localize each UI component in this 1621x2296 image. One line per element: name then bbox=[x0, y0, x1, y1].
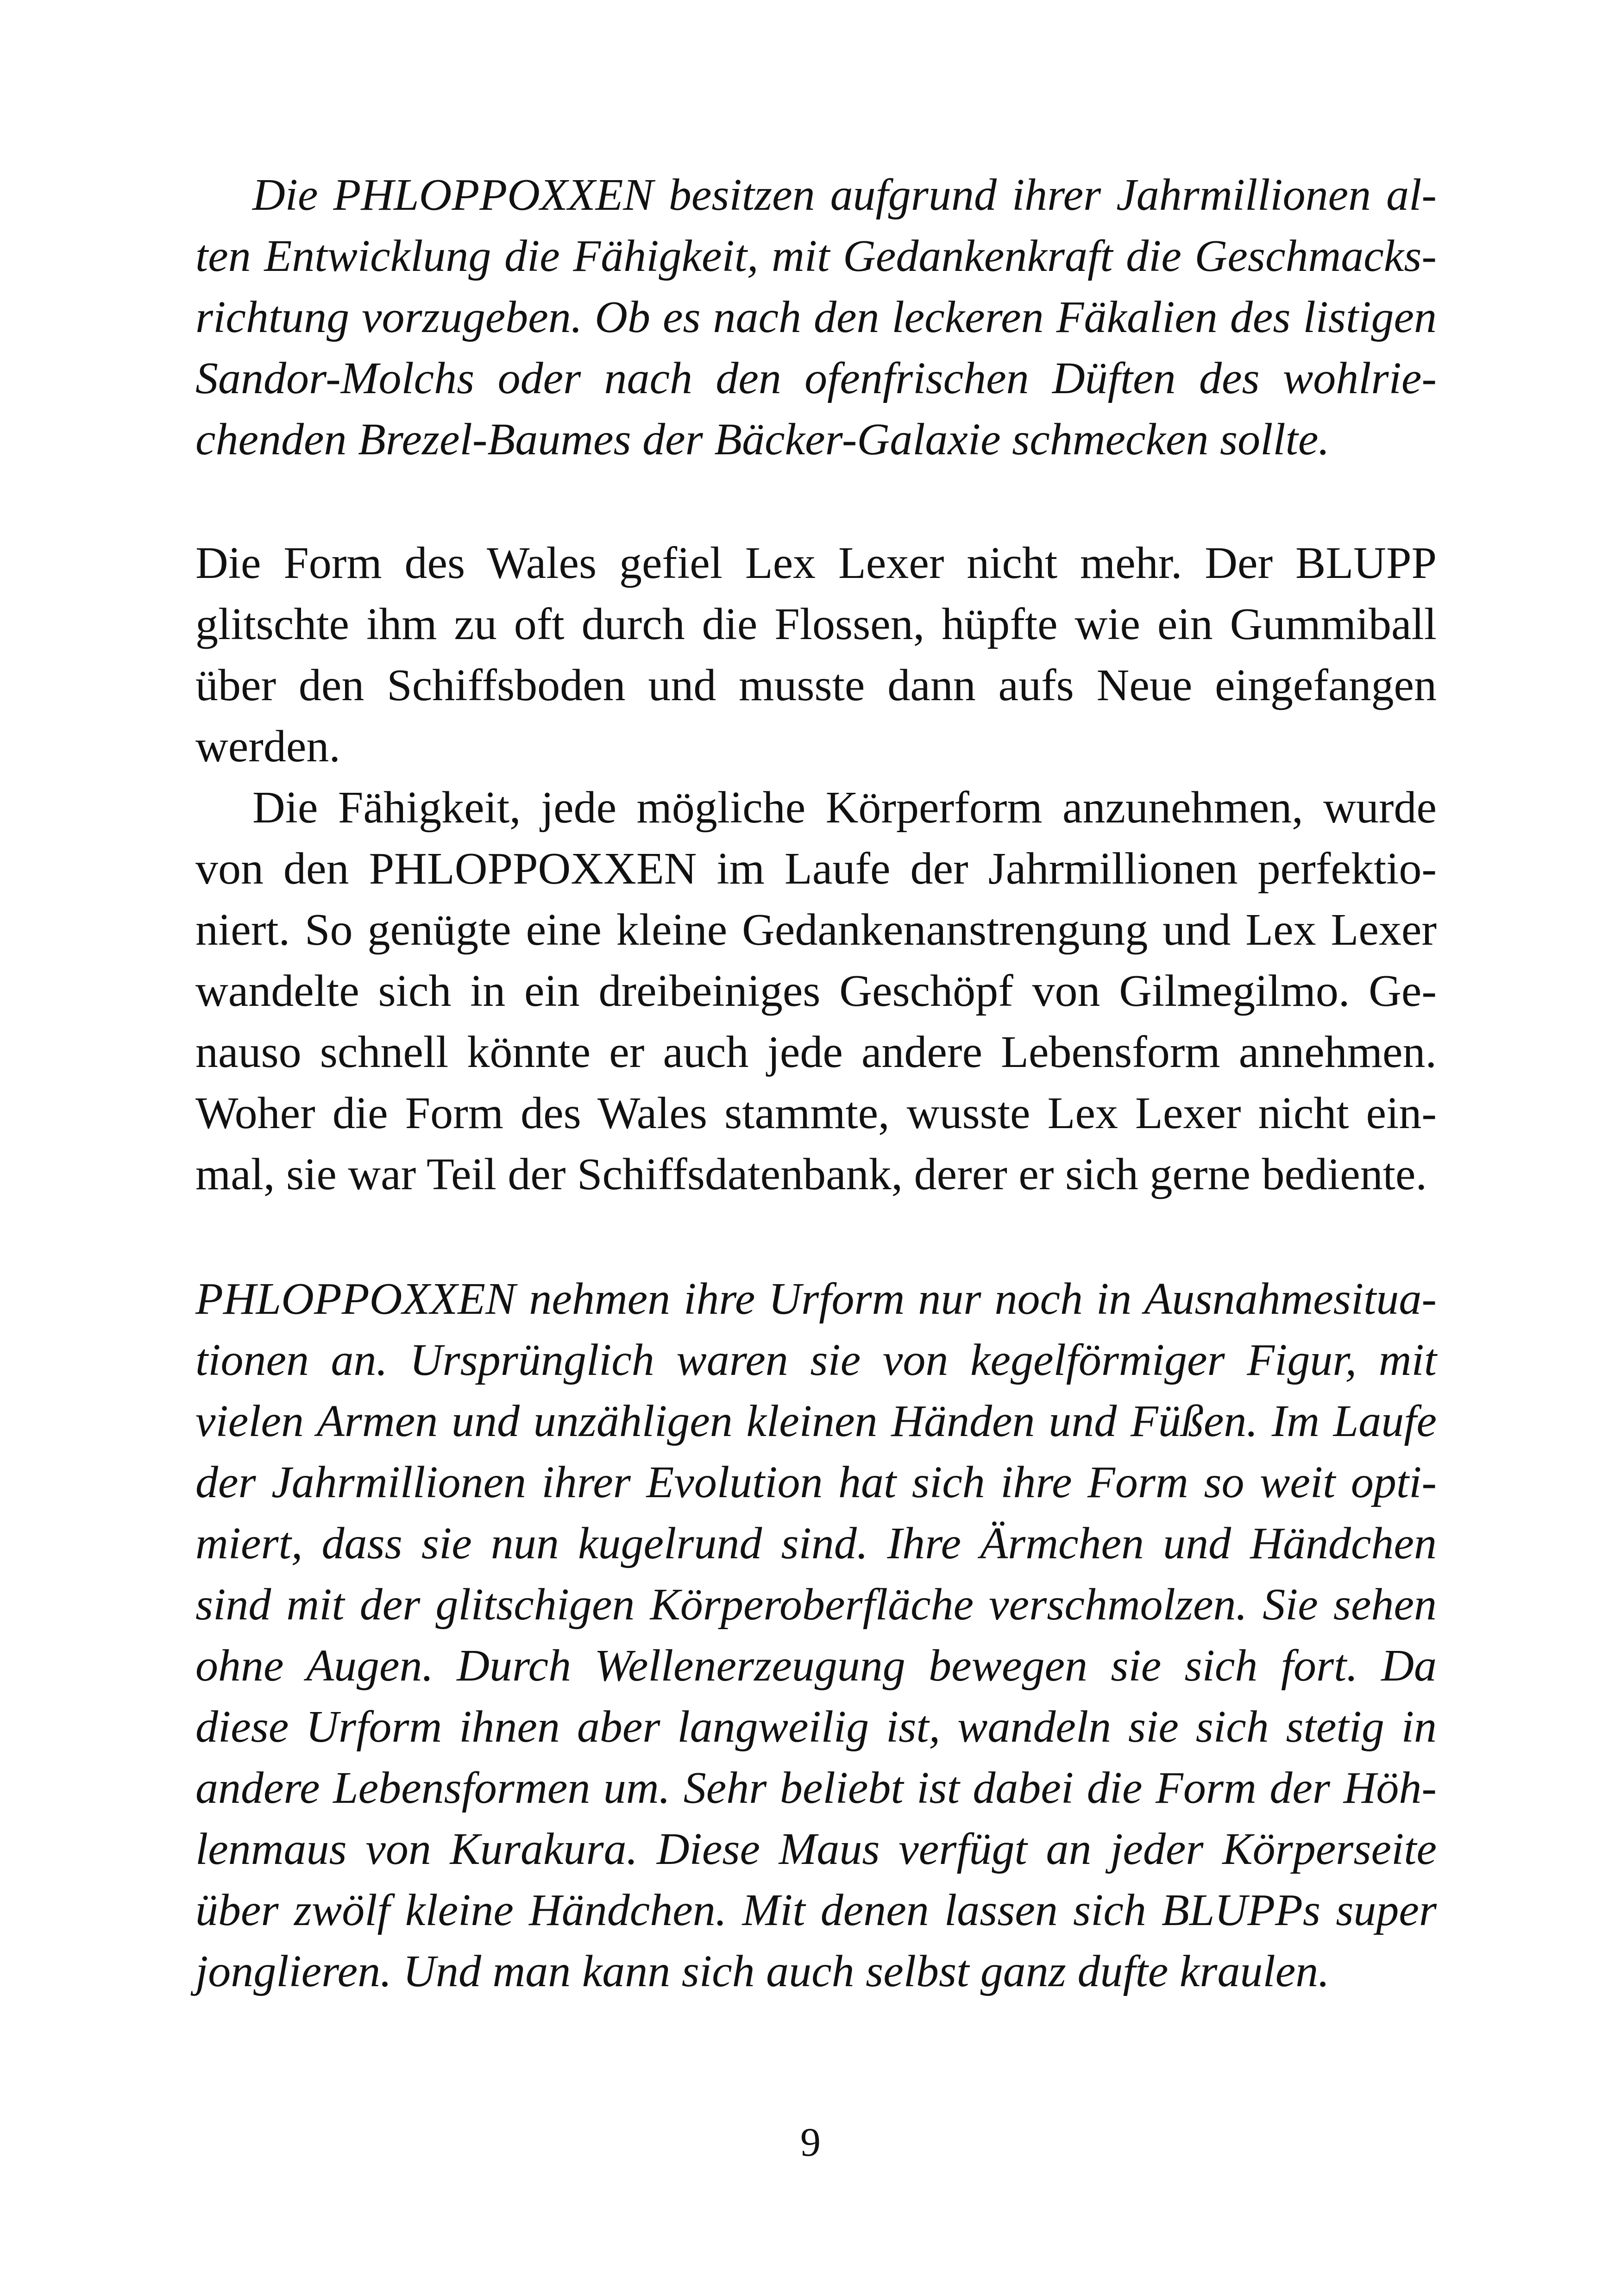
paragraph-3-line-6: Woher die Form des Wales stammte, wusste Lex Lexer nicht ein- bbox=[195, 1088, 1437, 1138]
paragraph-3-line-5: nauso schnell könnte er auch jede andere Lebensform annehmen. bbox=[195, 1027, 1437, 1077]
paragraph-4-line-6: sind mit der glitschigen Körperoberfläche verschmolzen. Sie sehen bbox=[195, 1580, 1437, 1630]
paragraph-3-line-1: Die Fähigkeit, jede mögliche Körperform anzunehmen, wurde bbox=[252, 783, 1437, 833]
paragraph-4-line-10: lenmaus von Kurakura. Diese Maus verfügt an jeder Körperseite bbox=[195, 1824, 1437, 1874]
paragraph-4-line-11: über zwölf kleine Händchen. Mit denen lassen sich BLUPPs super bbox=[195, 1885, 1437, 1935]
paragraph-1-line-2: ten Entwicklung die Fähigkeit, mit Gedankenkraft die Geschmacks- bbox=[195, 231, 1437, 281]
paragraph-2-line-3: über den Schiffsboden und musste dann aufs Neue eingefangen bbox=[195, 660, 1437, 710]
paragraph-3-line-4: wandelte sich in ein dreibeiniges Geschöpf von Gilmegilmo. Ge- bbox=[195, 966, 1437, 1016]
paragraph-2-line-4: werden. bbox=[195, 721, 340, 772]
paragraph-1-line-4: Sandor-Molchs oder nach den ofenfrischen Düften des wohlrie- bbox=[195, 353, 1437, 403]
paragraph-3-line-2: von den PHLOPPOXXEN im Laufe der Jahrmillionen perfektio- bbox=[195, 844, 1437, 894]
page-number: 9 bbox=[800, 2120, 821, 2165]
paragraph-4-line-5: miert, dass sie nun kugelrund sind. Ihre Ärmchen und Händchen bbox=[195, 1518, 1437, 1568]
paragraph-3-line-7: mal, sie war Teil der Schiffsdatenbank, derer er sich gerne bediente. bbox=[195, 1149, 1427, 1199]
paragraph-2-line-2: glitschte ihm zu oft durch die Flossen, hüpfte wie ein Gummiball bbox=[195, 599, 1437, 649]
paragraph-3-line-3: niert. So genügte eine kleine Gedankenanstrengung und Lex Lexer bbox=[195, 905, 1437, 955]
paragraph-4-line-8: diese Urform ihnen aber langweilig ist, wandeln sie sich stetig in bbox=[195, 1702, 1437, 1752]
paragraph-1-line-5: chenden Brezel-Baumes der Bäcker-Galaxie schmecken sollte. bbox=[195, 414, 1330, 464]
paragraph-4-line-9: andere Lebensformen um. Sehr beliebt ist dabei die Form der Höh- bbox=[195, 1763, 1437, 1813]
paragraph-4-line-2: tionen an. Ursprünglich waren sie von kegelförmiger Figur, mit bbox=[195, 1335, 1437, 1385]
paragraph-4-line-12: jonglieren. Und man kann sich auch selbst ganz dufte kraulen. bbox=[195, 1946, 1330, 1996]
paragraph-4-line-3: vielen Armen und unzähligen kleinen Händen und Füßen. Im Laufe bbox=[195, 1396, 1437, 1446]
paragraph-4-line-7: ohne Augen. Durch Wellenerzeugung bewegen sie sich fort. Da bbox=[195, 1641, 1437, 1691]
paragraph-1-line-3: richtung vorzugeben. Ob es nach den leckeren Fäkalien des listigen bbox=[195, 292, 1437, 342]
paragraph-4-line-4: der Jahrmillionen ihrer Evolution hat sich ihre Form so weit opti- bbox=[195, 1457, 1437, 1507]
paragraph-1-line-1: Die PHLOPPOXXEN besitzen aufgrund ihrer Jahrmillionen al- bbox=[252, 170, 1437, 220]
paragraph-4-line-1: PHLOPPOXXEN nehmen ihre Urform nur noch in Ausnahmesitua- bbox=[195, 1274, 1437, 1324]
paragraph-2-line-1: Die Form des Wales gefiel Lex Lexer nicht mehr. Der BLUPP bbox=[195, 538, 1437, 588]
